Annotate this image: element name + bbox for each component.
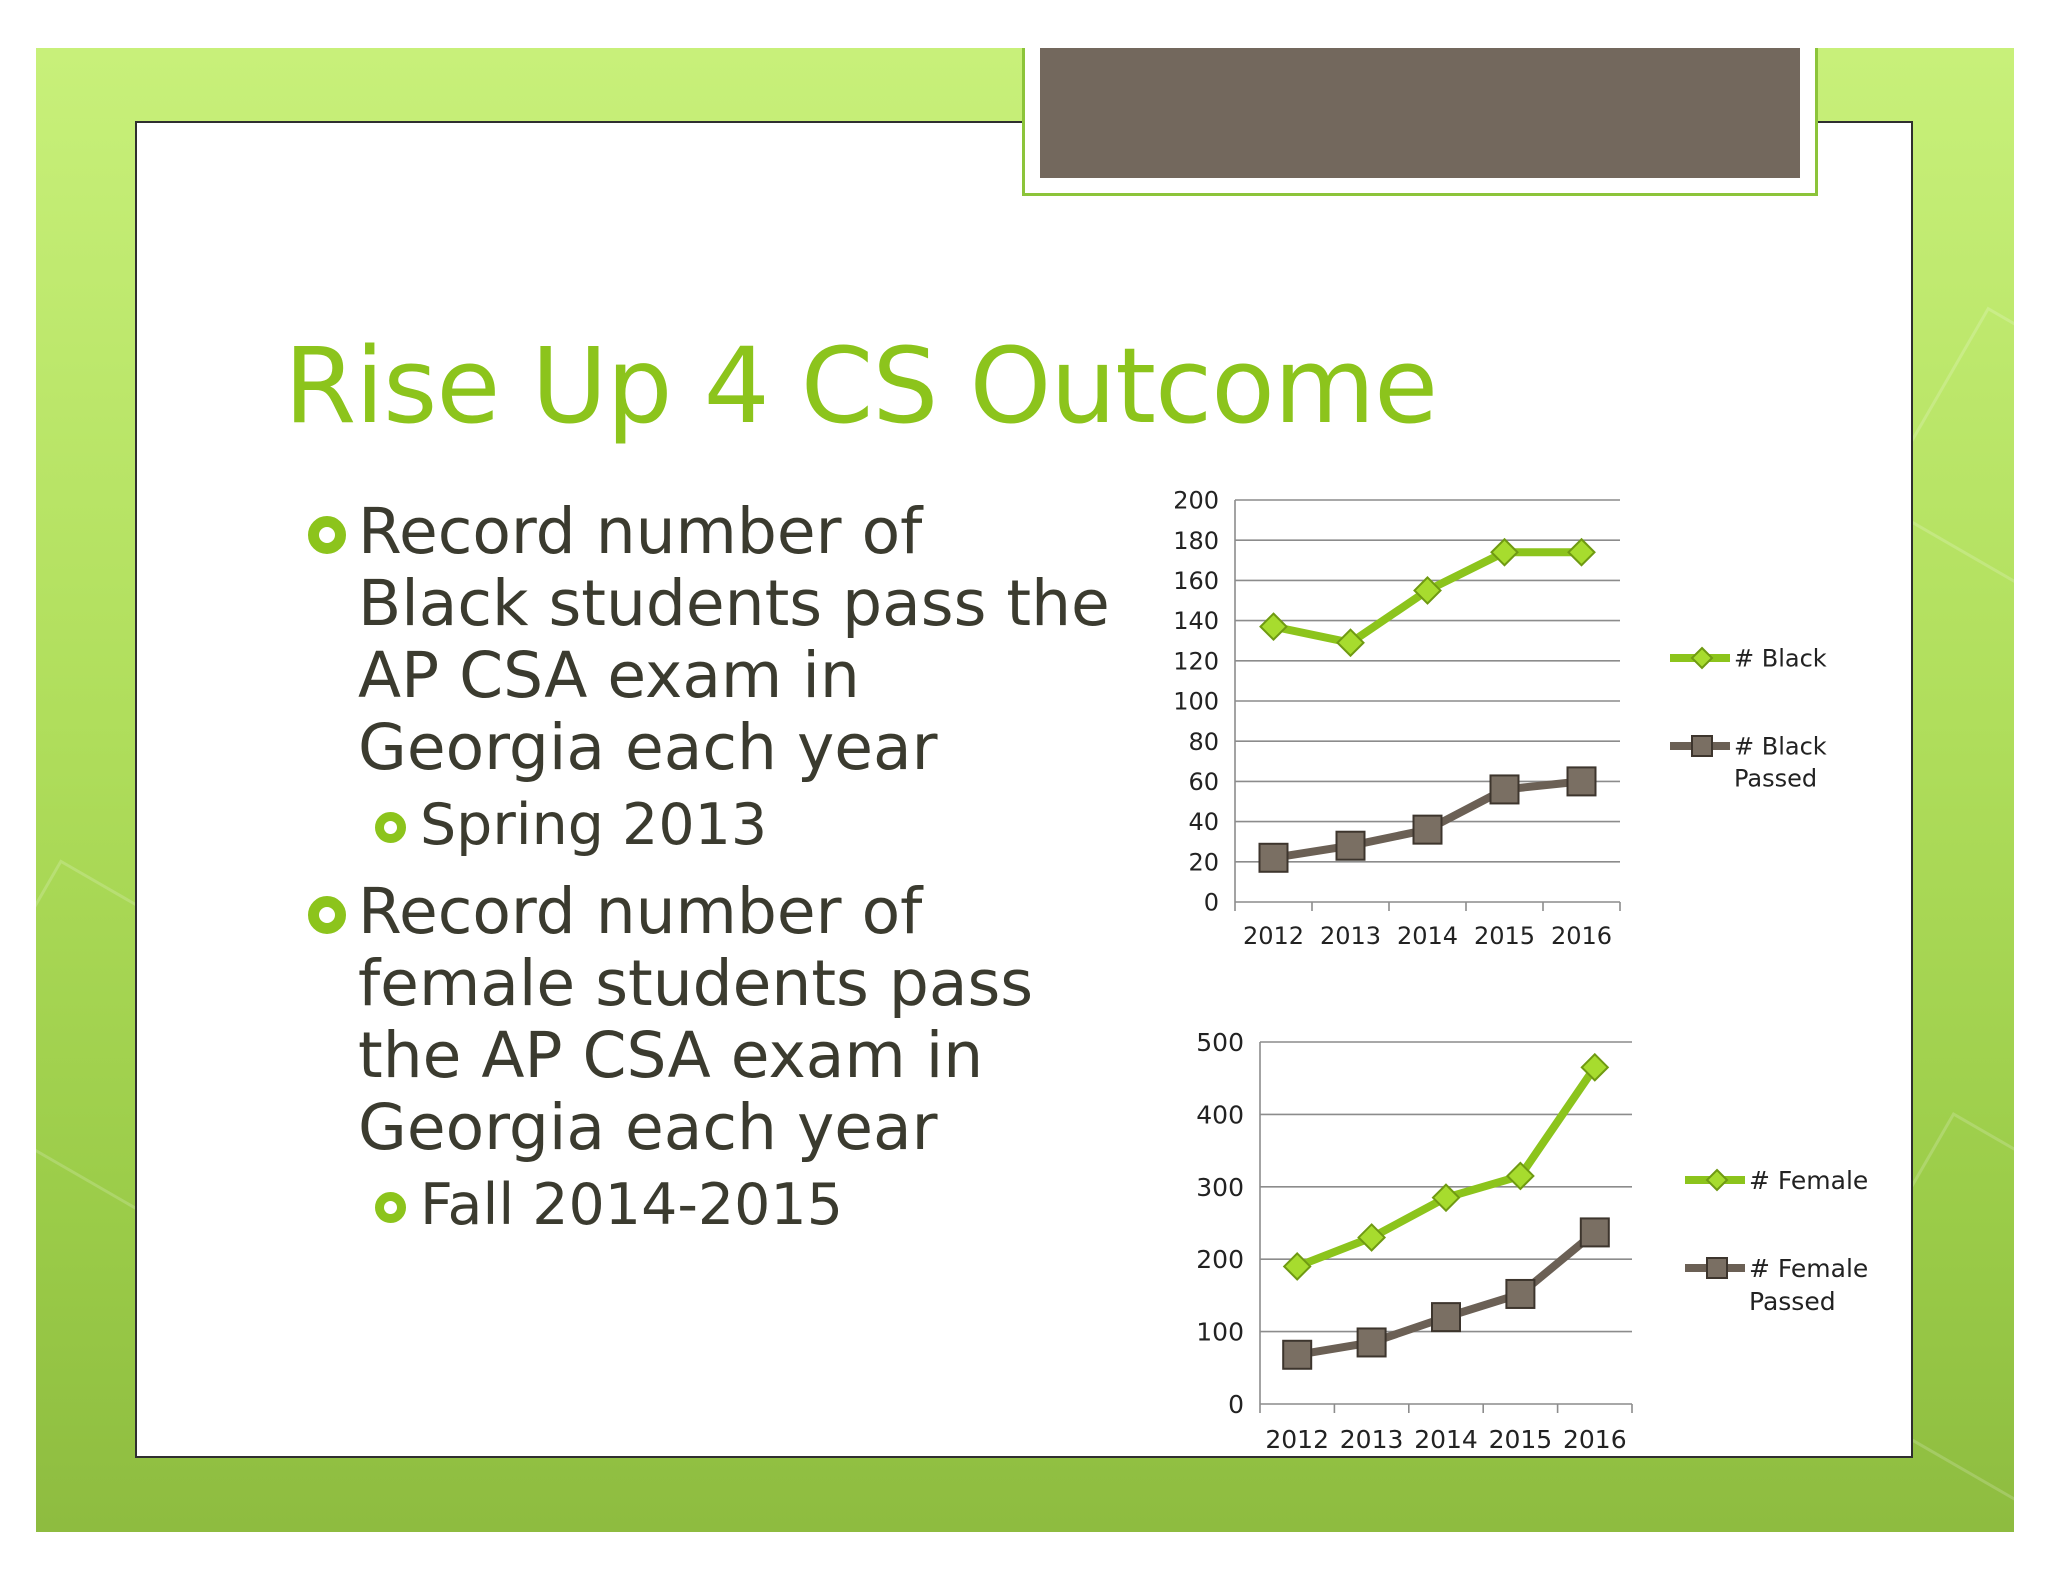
x-tick-label: 2012 [1265, 1424, 1330, 1454]
y-tick-label: 180 [1173, 526, 1219, 555]
legend-label: # Black [1734, 732, 1827, 761]
y-tick-label: 200 [1196, 1245, 1244, 1275]
legend-marker-square [1707, 1258, 1727, 1278]
data-point-square [1260, 844, 1288, 872]
data-point-square [1337, 832, 1365, 860]
bullet-ring-icon [308, 896, 346, 934]
bullet-item [358, 876, 1033, 1164]
y-tick-label: 100 [1196, 1317, 1244, 1347]
x-tick-label: 2014 [1414, 1424, 1478, 1454]
data-point-diamond [1284, 1253, 1310, 1279]
data-point-square [1506, 1280, 1534, 1308]
x-tick-label: 2016 [1550, 922, 1613, 950]
bullet-text-line: Spring 2013 [420, 792, 768, 858]
x-tick-label: 2013 [1319, 922, 1382, 950]
data-point-diamond [1569, 539, 1595, 565]
title-tab [1040, 48, 1800, 178]
sub-bullet-item [420, 1172, 843, 1238]
data-point-square [1581, 1218, 1609, 1246]
bullet-text-line: AP CSA exam in [358, 639, 860, 712]
y-tick-label: 500 [1196, 1028, 1244, 1057]
y-tick-label: 300 [1196, 1172, 1244, 1202]
y-tick-label: 60 [1188, 768, 1219, 797]
y-tick-label: 200 [1173, 486, 1219, 515]
legend-marker-square [1692, 736, 1712, 756]
bullet-text-line: female students pass [358, 947, 1034, 1020]
bullet-text-line: Georgia each year [358, 711, 938, 784]
bullet-ring-icon [375, 1192, 406, 1223]
y-tick-label: 100 [1173, 687, 1219, 716]
x-tick-label: 2015 [1473, 922, 1536, 950]
bullet-ring-icon [375, 812, 406, 843]
slide-title: Rise Up 4 CS Outcome [284, 325, 1438, 447]
bullet-text-line: Black students pass the [358, 567, 1110, 640]
y-tick-label: 20 [1188, 848, 1219, 877]
legend-marker-diamond [1692, 648, 1712, 668]
legend-marker-diamond [1707, 1170, 1727, 1190]
bullet-item [358, 496, 1110, 784]
y-tick-label: 120 [1173, 647, 1219, 676]
y-tick-label: 160 [1173, 567, 1219, 596]
legend-label: # Female [1749, 1254, 1869, 1283]
x-tick-label: 2015 [1488, 1424, 1553, 1454]
x-tick-label: 2013 [1339, 1424, 1404, 1454]
y-tick-label: 40 [1188, 808, 1219, 837]
data-point-square [1491, 775, 1519, 803]
bullet-text-line: Record number of [358, 875, 923, 948]
legend-label: # Female [1749, 1166, 1869, 1195]
data-point-square [1414, 816, 1442, 844]
data-point-square [1568, 767, 1596, 795]
chart-black-students [1120, 470, 1860, 970]
legend-label: # Black [1734, 644, 1827, 673]
x-tick-label: 2014 [1396, 922, 1459, 950]
y-tick-label: 0 [1203, 888, 1219, 917]
legend-label: Passed [1749, 1287, 1836, 1316]
data-point-square [1358, 1328, 1386, 1356]
y-tick-label: 140 [1173, 607, 1219, 636]
x-tick-label: 2012 [1242, 922, 1305, 950]
bullet-text-line: Fall 2014-2015 [420, 1172, 843, 1238]
y-tick-label: 400 [1196, 1100, 1244, 1130]
data-point-square [1432, 1303, 1460, 1331]
bullet-ring-icon [308, 516, 346, 554]
y-tick-label: 80 [1188, 727, 1219, 756]
legend-label: Passed [1734, 764, 1818, 793]
bullet-text-line: Georgia each year [358, 1091, 938, 1164]
data-point-square [1283, 1341, 1311, 1369]
data-point-diamond [1261, 614, 1287, 640]
y-tick-label: 0 [1228, 1390, 1244, 1419]
chart-female-students [1140, 1010, 1880, 1470]
bullet-text-line: Record number of [358, 495, 923, 568]
sub-bullet-item [420, 792, 767, 858]
data-point-diamond [1492, 539, 1518, 565]
bullet-text-line: the AP CSA exam in [358, 1019, 984, 1092]
x-tick-label: 2016 [1562, 1424, 1627, 1454]
series-line [1297, 1067, 1595, 1266]
